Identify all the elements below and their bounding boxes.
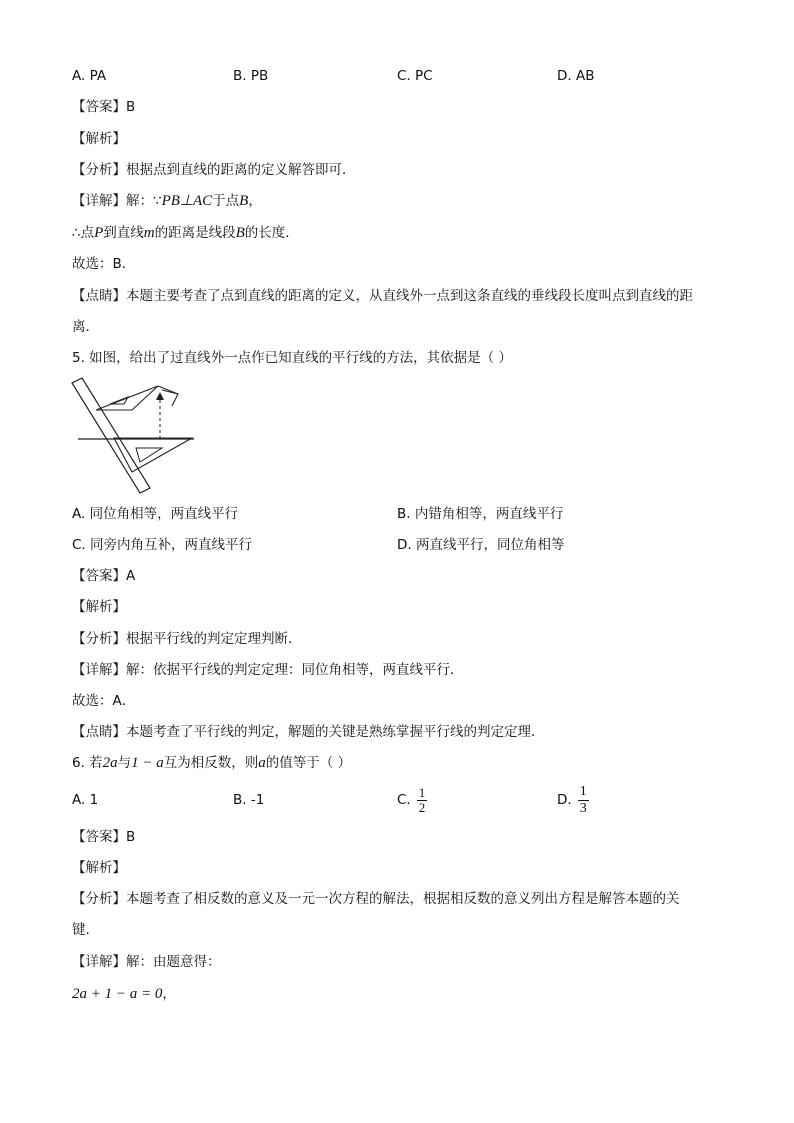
q4-option-a: A. PA xyxy=(72,68,107,84)
q6-stem-2a: 2a xyxy=(102,755,118,771)
q6-xiangjie: 【详解】解：由题意得： xyxy=(72,954,221,970)
q6-option-c-numerator: 1 xyxy=(418,784,426,800)
q6-option-d-denominator: 3 xyxy=(579,800,587,816)
q6-answer: 【答案】B xyxy=(72,829,136,845)
q4-fenxi: 【分析】根据点到直线的距离的定义解答即可． xyxy=(72,162,356,178)
q6-fenxi-line1: 【分析】本题考查了相反数的意义及一元一次方程的解法，根据相反数的意义列出方程是解答本题的关 xyxy=(72,891,680,907)
q4-xiangjie-end: ， xyxy=(248,193,262,209)
q5-stem: 5. 如图，给出了过直线外一点作已知直线的平行线的方法，其依据是（ ） xyxy=(72,350,512,366)
q6-option-d-fraction xyxy=(578,784,589,817)
q4-therefore-end: 的长度． xyxy=(244,225,299,241)
q4-therefore-mid2: 的距离是线段 xyxy=(154,225,236,241)
q4-therefore-prefix: ∴点 xyxy=(72,225,95,241)
q6-fenxi-line2: 键. xyxy=(72,922,90,938)
q6-option-d-label: D. xyxy=(557,792,572,808)
q5-answer: 【答案】A xyxy=(72,568,136,584)
q5-option-c: C. 同旁内角互补，两直线平行 xyxy=(72,537,253,553)
q4-choose: 故选：B． xyxy=(72,256,136,272)
q5-option-d: D. 两直线平行，同位角相等 xyxy=(397,537,565,553)
q6-equation-end: ， xyxy=(162,986,176,1002)
q6-option-d-numerator: 1 xyxy=(579,783,587,799)
q6-equation-math: 2a + 1 − a = 0 xyxy=(72,986,163,1002)
q4-therefore xyxy=(72,224,299,242)
q4-analysis-heading: 【解析】 xyxy=(72,131,126,147)
q4-therefore-m: m xyxy=(143,225,155,241)
q6-stem-prefix: 6. 若 xyxy=(72,755,103,771)
q5-option-a: A. 同位角相等，两直线平行 xyxy=(72,506,239,522)
q4-option-d: D. AB xyxy=(557,68,595,84)
q6-stem-1-minus-a: 1 − a xyxy=(131,755,164,771)
q4-therefore-b: B xyxy=(235,225,245,241)
q6-option-c-label: C. xyxy=(397,792,411,808)
q4-therefore-p: P xyxy=(94,225,104,241)
q6-option-c xyxy=(397,783,427,817)
q4-dianjing-line2: 离． xyxy=(72,319,99,335)
q6-option-c-fraction xyxy=(417,786,428,815)
q4-option-c: C. PC xyxy=(397,68,433,84)
q5-fenxi: 【分析】根据平行线的判定定理判断． xyxy=(72,631,302,647)
q5-analysis-heading: 【解析】 xyxy=(72,599,126,615)
q6-analysis-heading: 【解析】 xyxy=(72,860,126,876)
q6-option-c-denominator: 2 xyxy=(418,799,426,815)
q6-option-b: B. -1 xyxy=(233,792,265,808)
q5-parallel-ruler-figure xyxy=(70,376,200,494)
q5-xiangjie: 【详解】解：依据平行线的判定定理：同位角相等，两直线平行． xyxy=(72,662,464,678)
q4-dianjing-line1: 【点睛】本题主要考查了点到直线的距离的定义，从直线外一点到这条直线的垂线段长度叫点到直线的距 xyxy=(72,288,693,304)
q4-xiangjie xyxy=(72,192,262,210)
q4-xiangjie-post: 于点 xyxy=(212,193,240,209)
q4-xiangjie-math: PB⊥AC xyxy=(161,193,213,209)
q5-choose: 故选：A． xyxy=(72,693,136,709)
q6-stem-a: a xyxy=(258,755,266,771)
q6-stem-end: 的值等于（ ） xyxy=(265,755,352,771)
q4-xiangjie-prefix: 【详解】解：∵ xyxy=(72,193,162,209)
q4-answer: 【答案】B xyxy=(72,99,136,115)
q5-option-b: B. 内错角相等，两直线平行 xyxy=(397,506,564,522)
q4-option-b: B. PB xyxy=(233,68,269,84)
q6-option-a: A. 1 xyxy=(72,792,99,808)
q4-therefore-mid: 到直线 xyxy=(103,225,144,241)
q6-stem-mid2: 互为相反数，则 xyxy=(163,755,259,771)
q6-equation xyxy=(72,985,176,1003)
q4-xiangjie-point: B xyxy=(239,193,249,209)
q6-stem xyxy=(72,754,351,772)
q6-stem-mid: 与 xyxy=(117,755,132,771)
q5-dianjing: 【点睛】本题考查了平行线的判定，解题的关键是熟练掌握平行线的判定定理． xyxy=(72,724,545,740)
q6-option-d xyxy=(557,783,589,817)
